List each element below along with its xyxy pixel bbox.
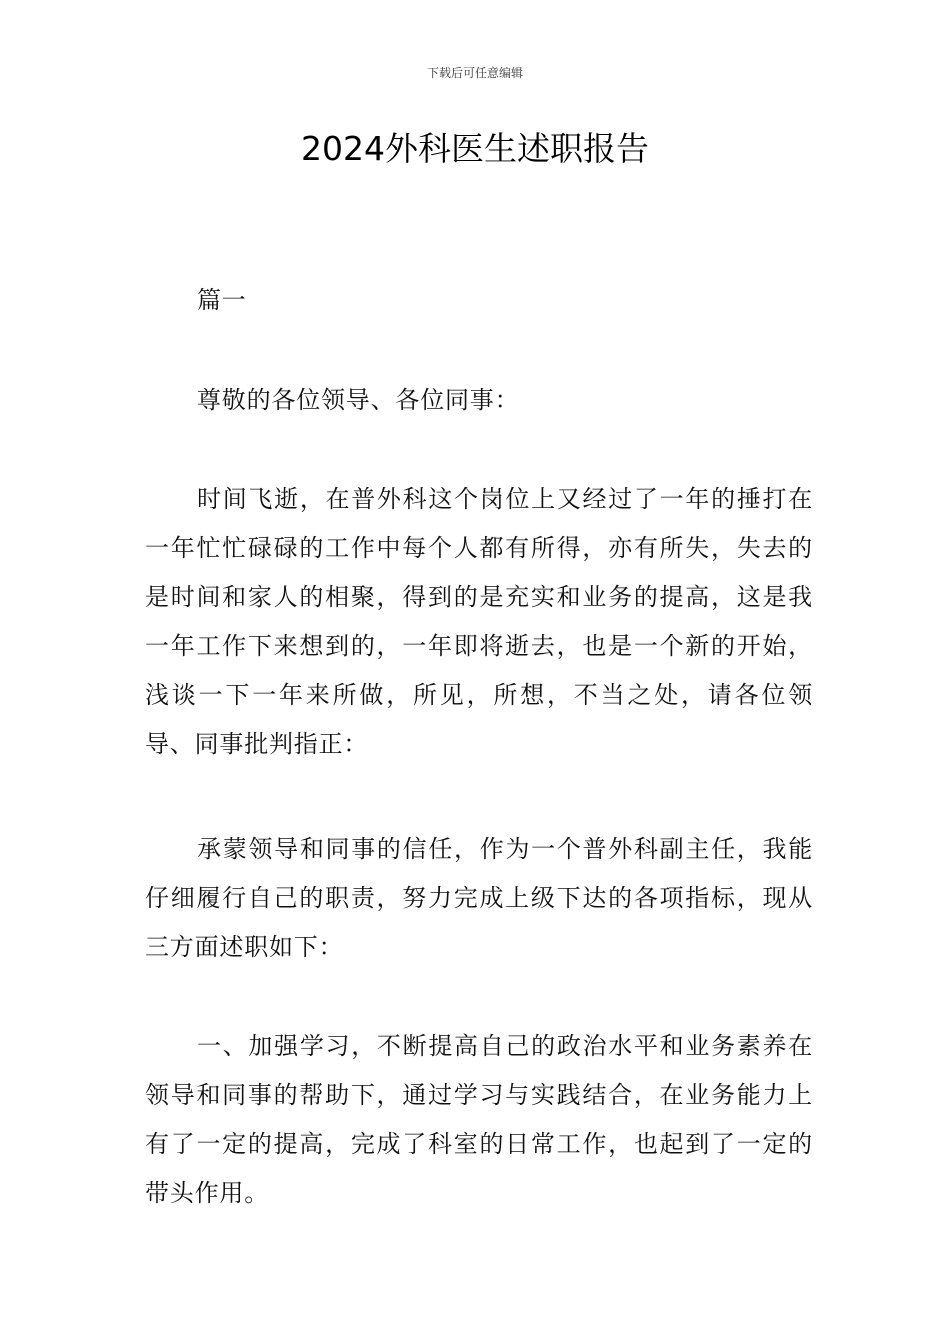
section-label: 篇一	[197, 286, 247, 314]
header-note: 下载后可任意编辑	[426, 66, 523, 80]
greeting: 尊敬的各位领导、各位同事：	[197, 386, 520, 414]
document-title: 2024外科医生述职报告	[301, 129, 649, 168]
paragraph-2: 承蒙领导和同事的信任，作为一个普外科副主任，我能仔细履行自己的职责，努力完成上级下达的各项指标，现从三方面述职如下：	[145, 835, 813, 961]
paragraph-1: 时间飞逝，在普外科这个岗位上又经过了一年的捶打在一年忙忙碌碌的工作中每个人都有所得，亦有所失，失去的是时间和家人的相聚，得到的是充实和业务的提高，这是我一年工作下来想到的，一年即将逝去，也是一个新的开始，浅谈一下一年来所做，所见，所想，不当之处，请各位领导、同事批判指正：	[145, 485, 813, 758]
paragraph-3: 一、加强学习，不断提高自己的政治水平和业务素养在领导和同事的帮助下，通过学习与实践结合，在业务能力上有了一定的提高，完成了科室的日常工作，也起到了一定的带头作用。	[145, 1032, 813, 1207]
